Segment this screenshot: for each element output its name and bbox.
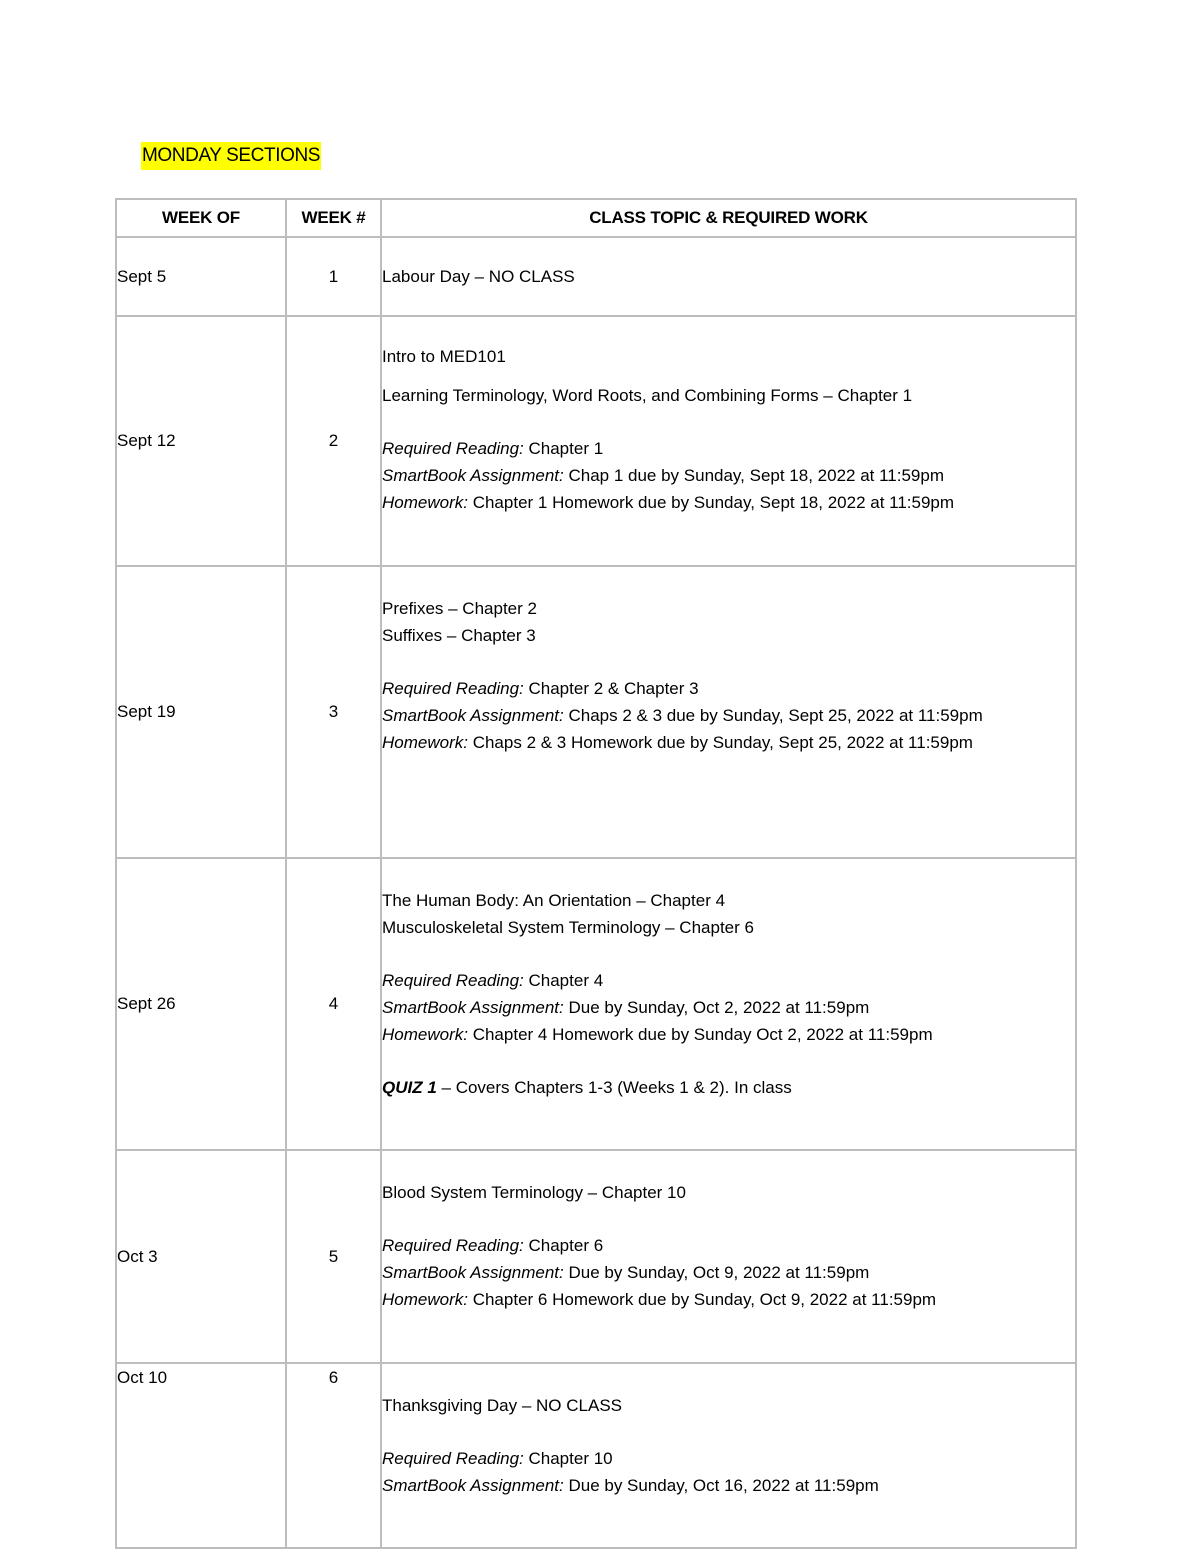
- topic-line: Intro to MED101: [382, 347, 506, 366]
- smartbook-line: [382, 994, 1075, 1021]
- table-row: [116, 1363, 1076, 1548]
- table-row: [116, 858, 1076, 1150]
- required-reading-value: Chapter 10: [528, 1449, 613, 1468]
- table-row: [116, 1150, 1076, 1363]
- smartbook-value: Due by Sunday, Oct 16, 2022 at 11:59pm: [568, 1476, 879, 1495]
- homework-value: Chapter 4 Homework due by Sunday Oct 2, 2022 at 11:59pm: [472, 1025, 933, 1044]
- required-reading-line: [382, 675, 1075, 702]
- topic-line: The Human Body: An Orientation – Chapter 4: [382, 891, 726, 910]
- topic-cell: [381, 1150, 1076, 1363]
- table-row: [116, 316, 1076, 566]
- required-reading-label: Required Reading:: [382, 679, 524, 698]
- topic-cell: [381, 1363, 1076, 1548]
- required-reading-value: Chapter 2 & Chapter 3: [528, 679, 699, 698]
- week-number-cell: 4: [286, 858, 381, 1150]
- required-reading-value: Chapter 1: [528, 439, 604, 458]
- topic-line: Musculoskeletal System Terminology – Chapter 6: [382, 918, 754, 937]
- homework-value: Chapter 1 Homework due by Sunday, Sept 18, 2022 at 11:59pm: [472, 493, 955, 512]
- required-reading-value: Chapter 4: [528, 971, 604, 990]
- smartbook-line: [382, 702, 1075, 729]
- topic-cell: [381, 858, 1076, 1150]
- homework-label: Homework:: [382, 1025, 468, 1044]
- topic-line: Thanksgiving Day – NO CLASS: [382, 1396, 622, 1415]
- schedule-table: [115, 198, 1077, 1549]
- required-reading-line: [382, 435, 1075, 462]
- week-of-cell: Oct 10: [116, 1363, 286, 1548]
- week-number-cell: 2: [286, 316, 381, 566]
- table-row: [116, 237, 1076, 316]
- smartbook-value: Due by Sunday, Oct 9, 2022 at 11:59pm: [568, 1263, 870, 1282]
- quiz-line: [382, 1074, 1075, 1101]
- quiz-label: QUIZ 1: [382, 1078, 437, 1097]
- topic-line: Blood System Terminology – Chapter 10: [382, 1183, 686, 1202]
- topic-cell: [381, 316, 1076, 566]
- topic-cell: [381, 566, 1076, 858]
- week-of-cell: Sept 5: [116, 237, 286, 316]
- week-of-cell: Sept 19: [116, 566, 286, 858]
- week-number-cell: 3: [286, 566, 381, 858]
- week-number-cell: 5: [286, 1150, 381, 1363]
- smartbook-label: SmartBook Assignment:: [382, 706, 564, 725]
- homework-label: Homework:: [382, 1290, 468, 1309]
- week-of-cell: Oct 3: [116, 1150, 286, 1363]
- smartbook-label: SmartBook Assignment:: [382, 998, 564, 1017]
- header-week-of: WEEK OF: [116, 199, 286, 237]
- smartbook-line: [382, 462, 1075, 489]
- homework-line: [382, 1286, 1075, 1313]
- required-reading-label: Required Reading:: [382, 1449, 524, 1468]
- section-title: MONDAY SECTIONS: [141, 142, 321, 170]
- homework-value: Chapter 6 Homework due by Sunday, Oct 9, 2022 at 11:59pm: [472, 1290, 937, 1309]
- homework-line: [382, 1021, 1075, 1048]
- topic-line: Suffixes – Chapter 3: [382, 626, 536, 645]
- topic-line: Prefixes – Chapter 2: [382, 599, 537, 618]
- header-class-topic: CLASS TOPIC & REQUIRED WORK: [381, 199, 1076, 237]
- smartbook-label: SmartBook Assignment:: [382, 1263, 564, 1282]
- week-of-cell: Sept 12: [116, 316, 286, 566]
- week-number-cell: 1: [286, 237, 381, 316]
- required-reading-value: Chapter 6: [528, 1236, 604, 1255]
- smartbook-value: Due by Sunday, Oct 2, 2022 at 11:59pm: [568, 998, 870, 1017]
- topic-line: Labour Day – NO CLASS: [382, 267, 575, 286]
- table-row: [116, 566, 1076, 858]
- homework-label: Homework:: [382, 733, 468, 752]
- header-row: [116, 199, 1076, 237]
- smartbook-value: Chap 1 due by Sunday, Sept 18, 2022 at 11:59pm: [568, 466, 945, 485]
- required-reading-line: [382, 967, 1075, 994]
- topic-line: Learning Terminology, Word Roots, and Combining Forms – Chapter 1: [382, 386, 913, 405]
- homework-label: Homework:: [382, 493, 468, 512]
- required-reading-label: Required Reading:: [382, 1236, 524, 1255]
- smartbook-label: SmartBook Assignment:: [382, 466, 564, 485]
- smartbook-line: [382, 1472, 1075, 1499]
- header-week-number: WEEK #: [286, 199, 381, 237]
- required-reading-line: [382, 1445, 1075, 1472]
- quiz-text: – Covers Chapters 1-3 (Weeks 1 & 2). In class: [436, 1078, 792, 1097]
- week-of-cell: Sept 26: [116, 858, 286, 1150]
- smartbook-line: [382, 1259, 1075, 1286]
- smartbook-value: Chaps 2 & 3 due by Sunday, Sept 25, 2022 at 11:59pm: [568, 706, 983, 725]
- topic-cell: [381, 237, 1076, 316]
- homework-value: Chaps 2 & 3 Homework due by Sunday, Sept 25, 2022 at 11:59pm: [472, 733, 973, 752]
- required-reading-line: [382, 1232, 1075, 1259]
- homework-line: [382, 729, 1075, 756]
- smartbook-label: SmartBook Assignment:: [382, 1476, 564, 1495]
- week-number-cell: 6: [286, 1363, 381, 1548]
- required-reading-label: Required Reading:: [382, 971, 524, 990]
- required-reading-label: Required Reading:: [382, 439, 524, 458]
- homework-line: [382, 489, 1075, 516]
